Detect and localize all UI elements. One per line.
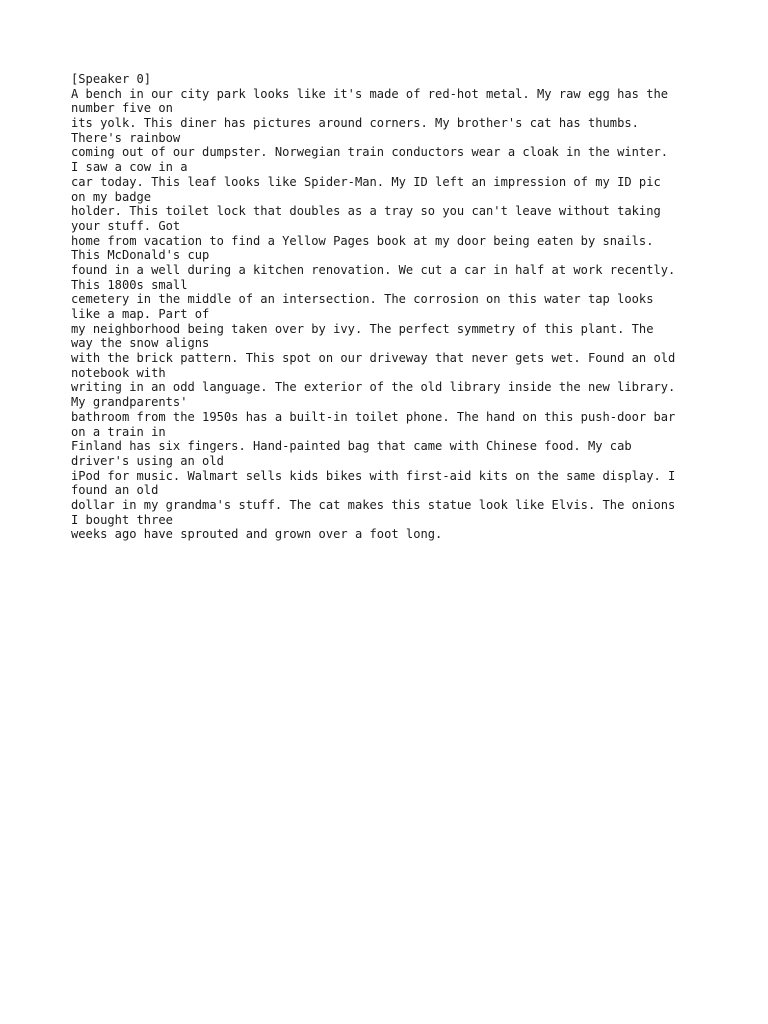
transcript-line: There's rainbow xyxy=(71,130,181,145)
transcript-line: I saw a cow in a xyxy=(71,160,188,175)
transcript-line: This 1800s small xyxy=(71,277,188,292)
transcript-line: home from vacation to find a Yellow Pages book at my door being eaten by snails. xyxy=(71,233,654,248)
transcript-line: found an old xyxy=(71,483,159,498)
transcript-line: coming out of our dumpster. Norwegian train conductors wear a cloak in the winter. xyxy=(71,145,669,160)
transcript-line: iPod for music. Walmart sells kids bikes with first-aid kits on the same display. I xyxy=(71,468,676,483)
transcript-line: like a map. Part of xyxy=(71,307,210,321)
transcript-line: your stuff. Got xyxy=(71,218,181,233)
transcript-line: This McDonald's cup xyxy=(71,248,210,263)
transcript-line: A bench in our city park looks like it's made of red-hot metal. My raw egg has the xyxy=(71,86,669,101)
transcript-line: car today. This leaf looks like Spider-Man. My ID left an impression of my ID pic xyxy=(71,174,661,189)
transcript-line: weeks ago have sprouted and grown over a foot long. xyxy=(71,527,443,542)
transcript-line: I bought three xyxy=(71,512,173,527)
transcript-line: its yolk. This diner has pictures around corners. My brother's cat has thumbs. xyxy=(71,116,639,131)
transcript-line: notebook with xyxy=(71,365,166,380)
transcript-line: on a train in xyxy=(71,424,166,439)
transcript-line: my neighborhood being taken over by ivy. The perfect symmetry of this plant. The xyxy=(71,321,654,336)
transcript-line: number five on xyxy=(71,101,173,116)
transcript-document xyxy=(71,72,711,542)
transcript-line: with the brick pattern. This spot on our driveway that never gets wet. Found an old xyxy=(71,351,676,366)
transcript-line: writing in an odd language. The exterior of the old library inside the new library. xyxy=(71,380,676,395)
transcript-line: found in a well during a kitchen renovation. We cut a car in half at work recently. xyxy=(71,262,676,277)
transcript-line: dollar in my grandma's stuff. The cat makes this statue look like Elvis. The onions xyxy=(71,497,676,512)
transcript-line: on my badge xyxy=(71,189,152,204)
transcript-line: Finland has six fingers. Hand-painted bag that came with Chinese food. My cab xyxy=(71,439,632,454)
transcript-line: My grandparents' xyxy=(71,395,188,410)
transcript-line: driver's using an old xyxy=(71,453,224,468)
transcript-line: way the snow aligns xyxy=(71,336,210,351)
speaker-label: [Speaker 0] xyxy=(71,72,152,86)
transcript-line: bathroom from the 1950s has a built-in toilet phone. The hand on this push-door bar xyxy=(71,409,676,424)
transcript-line: cemetery in the middle of an intersection. The corrosion on this water tap looks xyxy=(71,292,654,307)
transcript-line: holder. This toilet lock that doubles as a tray so you can't leave without taking xyxy=(71,204,661,219)
